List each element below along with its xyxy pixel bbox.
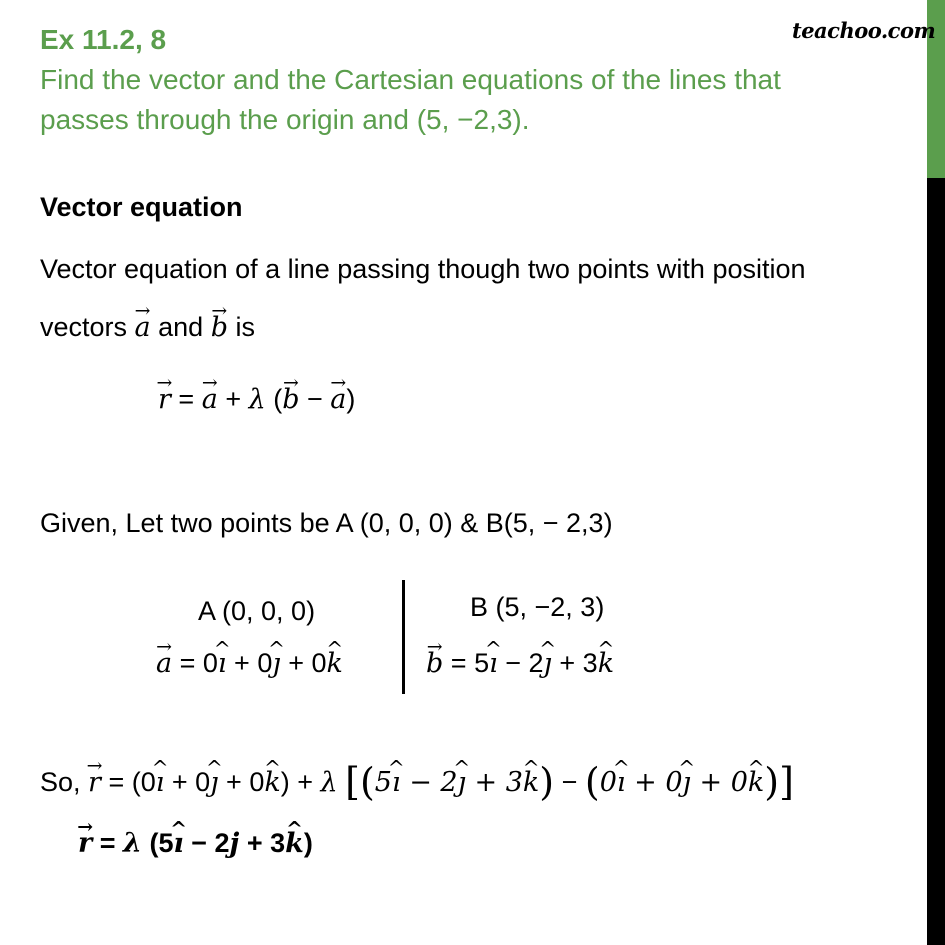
- vector-b: b →: [211, 312, 228, 343]
- point-a-label: A (0, 0, 0): [198, 596, 316, 626]
- column-divider: [402, 580, 405, 694]
- given-line: Given, Let two points be A (0, 0, 0) & B(5, − 2,3): [40, 508, 613, 538]
- intro-text-b: and: [150, 312, 211, 342]
- exercise-title: Ex 11.2, 8: [40, 24, 167, 55]
- vector-a: a →: [135, 312, 151, 343]
- question-text: Find the vector and the Cartesian equations of the lines that passes through the origin and (5, −2,3).: [40, 64, 781, 135]
- formula-general: r → = a → + λ (b → − a →): [158, 384, 355, 415]
- point-b-vector: b → = 5ı ^ − 2ȷ ^ + 3k ^: [426, 648, 614, 679]
- result-equation: r → = λ (5ı ^ − 2j + 3k ^): [78, 828, 313, 859]
- scrollbar[interactable]: [927, 0, 945, 945]
- brand-logo: teachoo.com: [792, 18, 936, 43]
- intro-line-1: Vector equation of a line passing though two points with position: [40, 254, 806, 284]
- substitution-line: So, r → = (0ı ^ + 0ȷ ^ + 0k ^) + λ [(5ı ^ − 2ȷ ^ + 3k ^) − (0ı ^ + 0ȷ ^ + 0k ^)]: [40, 760, 794, 804]
- point-a-vector: a → = 0ı ^ + 0ȷ ^ + 0k ^: [156, 648, 343, 679]
- intro-text-c: is: [228, 312, 255, 342]
- intro-line-2: [40, 312, 255, 343]
- section-heading: Vector equation: [40, 192, 243, 222]
- intro-text-a: vectors: [40, 312, 135, 342]
- point-b-label: B (5, −2, 3): [470, 592, 605, 622]
